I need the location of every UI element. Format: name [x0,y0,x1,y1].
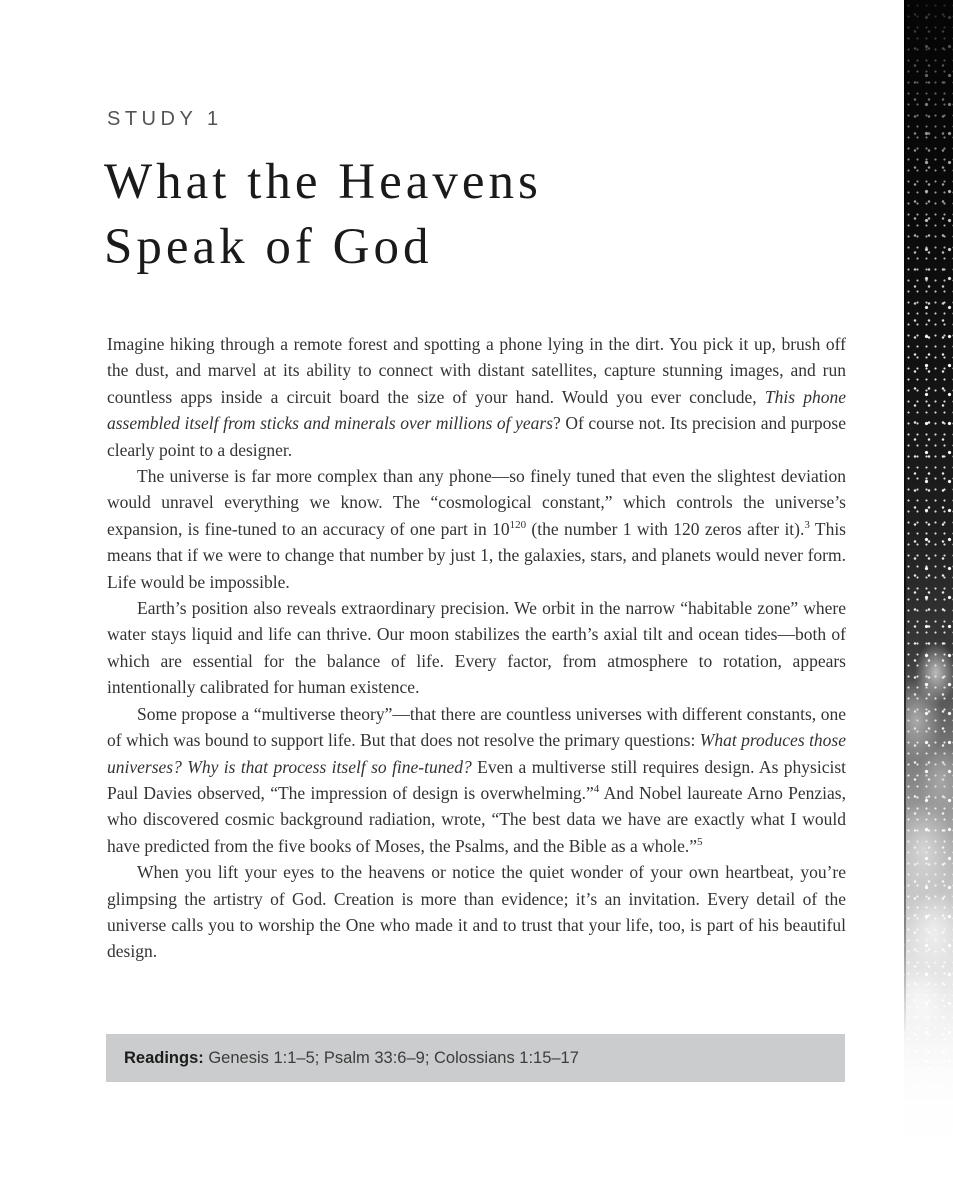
text-segment: This phone assembled itself from sticks and minerals over millions of years [107,386,846,434]
text-segment: Even a multiverse still requires design. As physicist Paul Davies observed, “The impression of design is overwhelming.” [107,756,847,803]
text-segment: The universe is far more complex than any phone—so finely tuned that even the slightest deviation would unravel everything we know. The “cosmological constant,” which controls the universe’s expansion, is fine-tuned to an accuracy of one part in 10 [107,466,846,539]
text-segment: And Nobel laureate Arno Penzias, who discovered cosmic background radiation, wrote, “The best data we have are exactly what I would have predicted from the five books of Moses, the Psalms, and the Bible as a whole.” [107,782,846,856]
readings-references: Genesis 1:1–5; Psalm 33:6–9; Colossians 1:15–17 [203,1049,579,1067]
paragraph [107,463,846,595]
study-label: STUDY 1 [107,108,223,130]
footnote-marker: 3 [804,519,810,532]
chapter-title-line2: Speak of God [104,219,433,275]
starfield-bottom-fade [904,0,953,1180]
text-segment: (the number 1 with 120 zeros after it). [526,518,805,539]
text-segment: What produces those universes? Why is that process itself so fine-tuned? [107,730,847,777]
text-segment: ? Of course not. Its precision and purpose clearly point to a designer. [107,413,846,460]
readings-label: Readings: [124,1049,204,1067]
text-segment: Earth’s position also reveals extraordinary precision. We orbit in the narrow “habitable zone” where water stays liquid and life can thrive. Our moon stabilizes the earth’s axial tilt and ocean tides—both of which are essential for the balance of life. Every factor, from atmosphere to rotation, appears intentionally calibrated for human existence. [107,598,846,698]
paragraph [107,859,846,965]
text-segment: When you lift your eyes to the heavens or notice the quiet wonder of your own heartbeat, you’re glimpsing the artistry of God. Creation is more than evidence; it’s an invitation. Every detail of the universe calls you to worship the One who made it and to trust that your life, too, is part of his beautiful design. [107,862,846,962]
starfield-left-edge [904,0,906,1180]
footnote-marker: 120 [509,519,527,532]
body-text [107,331,846,965]
chapter-title-line1: What the Heavens [104,154,542,210]
starfield-image [904,0,953,1180]
paragraph [107,701,846,859]
chapter-title [104,150,542,280]
text-segment: Some propose a “multiverse theory”—that there are countless universes with different constants, one of which was bound to support life. But that does not resolve the primary questions: [107,703,846,751]
text-segment: This means that if we were to change that number by just 1, the galaxies, stars, and planets would never form. Life would be impossible. [107,518,846,592]
paragraph [107,331,846,463]
readings-box [106,1034,845,1082]
paragraph [107,595,846,701]
text-segment: Imagine hiking through a remote forest and spotting a phone lying in the dirt. You pick it up, brush off the dust, and marvel at its ability to connect with distant satellites, capture stunning images, and run countless apps inside a circuit board the size of your hand. Would you ever conclude, [107,334,846,407]
footnote-marker: 5 [697,835,703,848]
footnote-marker: 4 [593,783,600,796]
